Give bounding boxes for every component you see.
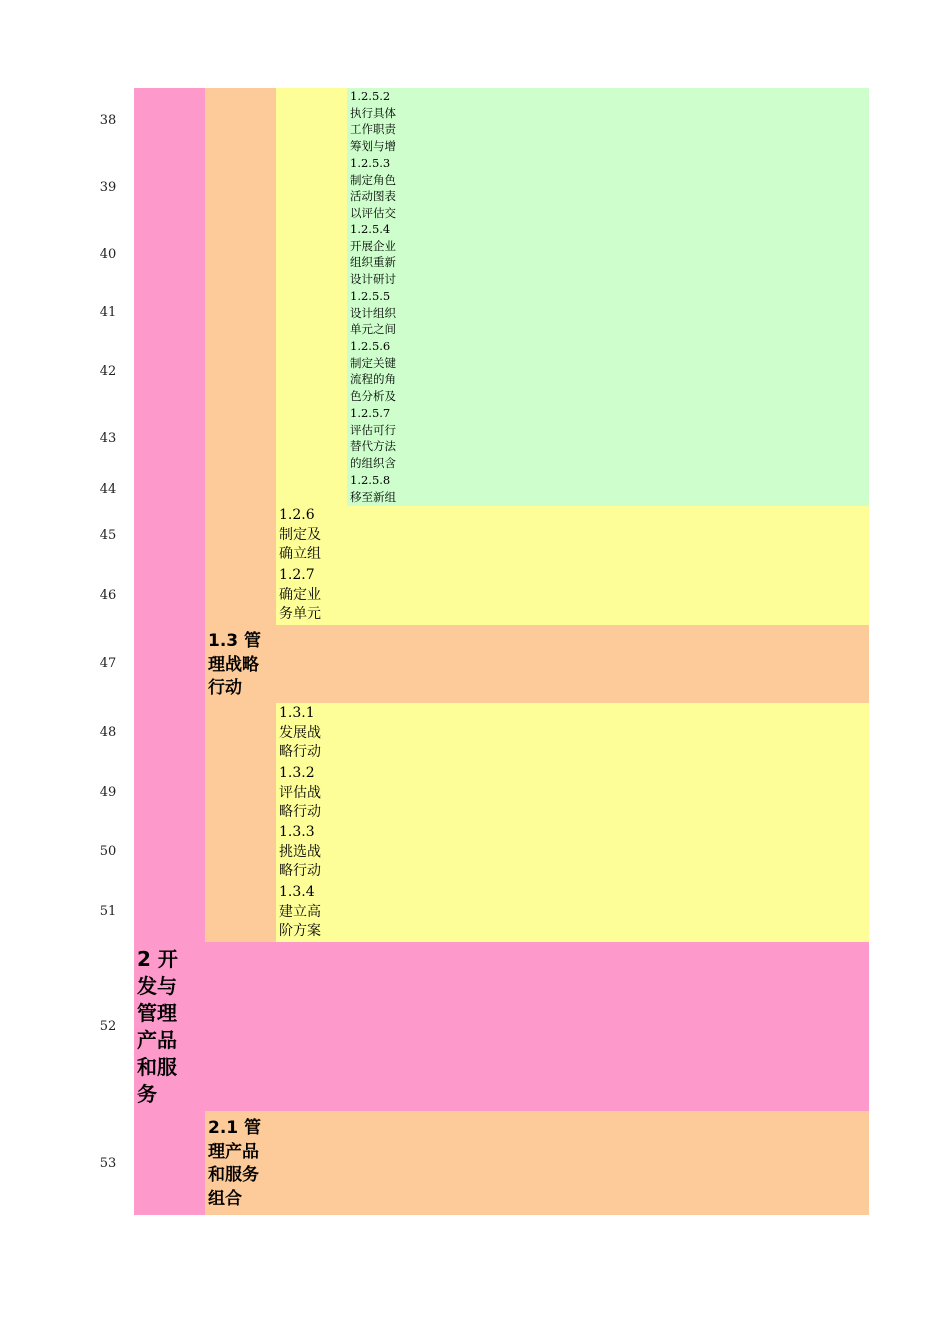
cell-line: 1.3 管 xyxy=(208,631,262,651)
level3-cell[interactable] xyxy=(279,883,339,942)
cell-line: 制定关键 xyxy=(350,355,396,370)
level4-cell[interactable] xyxy=(350,155,408,222)
cell-line: 以评估交 xyxy=(350,206,396,221)
row-number[interactable]: 53 xyxy=(99,1156,117,1171)
cell-line: 1.2.5.7 xyxy=(350,406,391,420)
level4-cell[interactable] xyxy=(350,405,408,472)
cell-line: 组合 xyxy=(208,1188,242,1209)
cell-line: 发与 xyxy=(137,974,177,998)
cell-line: 筹划与增 xyxy=(350,139,396,154)
cell-line: 1.3.1 xyxy=(279,705,315,721)
cell-line: 1.2.5.2 xyxy=(350,89,391,103)
level4-cell[interactable] xyxy=(350,221,408,288)
level3-cell[interactable] xyxy=(279,566,339,625)
level2-cell[interactable] xyxy=(208,1117,272,1211)
cell-line: 管理 xyxy=(137,1001,177,1025)
cell-line: 和服务 xyxy=(208,1165,259,1185)
row-number[interactable]: 40 xyxy=(99,247,117,262)
row-number[interactable]: 42 xyxy=(99,364,117,379)
cell-line: 移至新组 xyxy=(350,489,396,504)
cell-line: 理产品 xyxy=(208,1141,259,1162)
cell-line: 1.3.4 xyxy=(279,884,315,900)
row-number[interactable]: 51 xyxy=(99,904,117,919)
level2-row-1-3 xyxy=(205,625,869,703)
cell-line: 的组织含 xyxy=(350,456,396,471)
row-number[interactable]: 43 xyxy=(99,431,117,446)
row-number[interactable]: 45 xyxy=(99,528,117,543)
cell-line: 流程的角 xyxy=(350,372,396,387)
cell-line: 制定角色 xyxy=(350,172,396,187)
level2-cell[interactable] xyxy=(208,630,272,701)
cell-line: 1.2.5.3 xyxy=(350,156,391,170)
level3-block-1-2 xyxy=(276,506,869,625)
cell-line: 务单元 xyxy=(279,606,321,623)
cell-line: 活动图表 xyxy=(350,189,396,204)
cell-line: 理战略 xyxy=(208,654,259,675)
cell-line: 组织重新 xyxy=(350,255,396,270)
cell-line: 设计组织 xyxy=(350,305,396,320)
cell-line: 评估可行 xyxy=(350,422,396,437)
cell-line: 阶方案 xyxy=(279,923,321,940)
cell-line: 单元之间 xyxy=(350,322,396,337)
cell-line: 产品 xyxy=(137,1028,177,1052)
cell-line: 挑选战 xyxy=(279,843,321,860)
level4-block xyxy=(347,88,869,506)
cell-line: 略行动 xyxy=(279,804,321,821)
level2-row-2-1 xyxy=(205,1111,869,1215)
cell-line: 略行动 xyxy=(279,744,321,761)
level4-cell[interactable] xyxy=(350,338,408,405)
cell-line: 略行动 xyxy=(279,863,321,880)
row-number[interactable]: 44 xyxy=(99,482,117,497)
level3-cell[interactable] xyxy=(279,823,339,882)
cell-line: 执行具体 xyxy=(350,105,396,120)
cell-line: 确定业 xyxy=(279,586,321,603)
row-number[interactable]: 39 xyxy=(99,180,117,195)
cell-line: 1.2.5.4 xyxy=(350,222,391,236)
row-number[interactable]: 38 xyxy=(99,113,117,128)
cell-line: 设计研讨 xyxy=(350,272,396,287)
row-number[interactable]: 49 xyxy=(99,785,117,800)
row-number[interactable]: 50 xyxy=(99,844,117,859)
level3-block-1-3 xyxy=(276,703,869,942)
cell-line: 2 开 xyxy=(137,947,178,971)
level3-cell[interactable] xyxy=(279,506,339,565)
level1-row-2 xyxy=(134,942,869,1111)
level1-cell[interactable] xyxy=(137,946,187,1108)
level3-cell[interactable] xyxy=(279,764,339,823)
cell-line: 1.2.5.5 xyxy=(350,289,391,303)
level4-cell[interactable] xyxy=(350,472,408,505)
cell-line: 1.2.6 xyxy=(279,507,315,523)
cell-line: 1.3.2 xyxy=(279,765,315,781)
row-number[interactable]: 48 xyxy=(99,725,117,740)
cell-line: 色分析及 xyxy=(350,389,396,404)
row-number[interactable]: 47 xyxy=(99,656,117,671)
cell-line: 和服 xyxy=(137,1055,177,1079)
level3-column-band xyxy=(276,88,347,506)
level4-cell[interactable] xyxy=(350,288,408,338)
cell-line: 1.2.5.8 xyxy=(350,473,391,487)
cell-line: 建立高 xyxy=(279,903,321,920)
cell-line: 行动 xyxy=(208,678,242,698)
cell-line: 发展战 xyxy=(279,724,321,741)
cell-line: 确立组 xyxy=(279,546,321,563)
cell-line: 1.3.3 xyxy=(279,824,315,840)
cell-line: 1.2.7 xyxy=(279,567,315,583)
cell-line: 1.2.5.6 xyxy=(350,339,391,353)
row-number[interactable]: 52 xyxy=(99,1019,117,1034)
cell-line: 务 xyxy=(137,1082,157,1106)
cell-line: 制定及 xyxy=(279,526,321,543)
cell-line: 开展企业 xyxy=(350,238,396,253)
cell-line: 工作职责 xyxy=(350,122,396,137)
cell-line: 评估战 xyxy=(279,784,321,801)
level3-cell[interactable] xyxy=(279,704,339,763)
level4-cell[interactable] xyxy=(350,88,408,155)
cell-line: 替代方法 xyxy=(350,439,396,454)
row-number[interactable]: 46 xyxy=(99,588,117,603)
row-number[interactable]: 41 xyxy=(99,305,117,320)
cell-line: 2.1 管 xyxy=(208,1118,262,1138)
level2-column-band xyxy=(205,88,276,942)
